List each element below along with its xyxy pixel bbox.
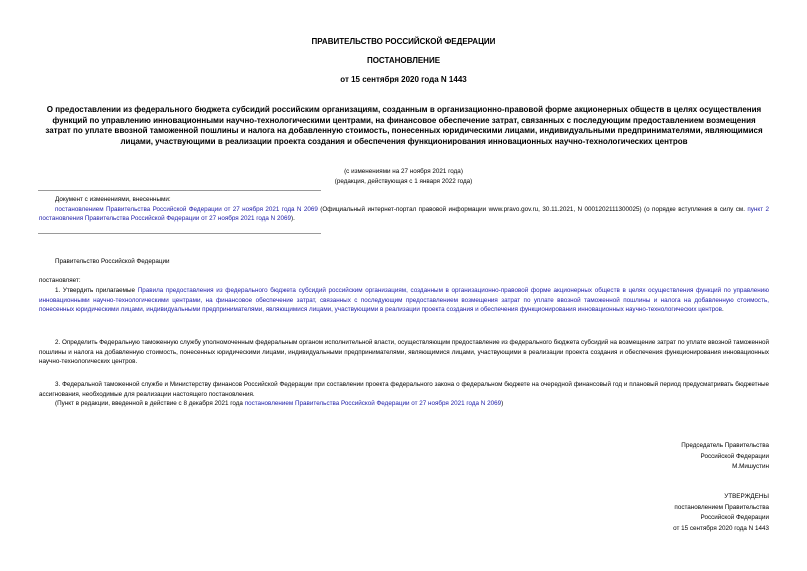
divider-bottom [38,233,321,234]
rules-link[interactable]: Правила предоставления из федерального бюджета субсидий российским организациям, созданным в организационно-правовой форме акционерных обществ в целях осуществления функций по управлению инновационными научно-технологическими центрами, на финансовое обеспечение затрат, связанных с последующим предоставлением возмещения затрат по уплате ввозной таможенной пошлины и налога на добавленную стоимость, понесенных юридическими лицами, индивидуальными предпринимателями, являющимися лицами, участвующими в реализации проекта создания и обеспечения функционирования инновационных научно-технологических центров [39,287,769,314]
item-3-note-prefix: (Пункт в редакции, введенной в действие с 8 декабря 2021 года [55,400,245,408]
amendments-text-1: (Официальный интернет-портал правовой информации www.pravo.gov.ru, 30.11.2021, N 0001202111300025) (о порядке вступления в силу см. [317,205,748,213]
approval-line-2: постановлением Правительства [674,503,769,511]
amendments-text [39,205,769,224]
edition-current: (редакция, действующая с 1 января 2022 года) [334,178,473,185]
document-date-number: от 15 сентября 2020 года N 1443 [340,75,467,84]
amendment-clause-link[interactable]: пункт 2 постановления Правительства Российской Федерации от 27 ноября 2021 года N 2069 [39,205,770,223]
item-3 [39,380,769,409]
divider-top [38,190,321,191]
amendments-intro: Документ с изменениями, внесенными: [55,196,171,203]
approval-block [569,492,769,534]
item-2-text: 2. Определить Федеральную таможенную службу уполномоченным федеральным органом исполнительной власти, осуществляющим предоставление из федерального бюджета субсидий на возмещение затрат по уплате ввозной таможенной пошлины и налога на добавленную стоимость, понесенных юридическими лицами, индивидуальными предпринимателями, являющимися лицами, участвующими в реализации проекта создания и обеспечения функционирования инновационных научно-технологических центров. [39,339,769,366]
approval-line-4: от 15 сентября 2020 года N 1443 [673,524,769,532]
preamble-issuer: Правительство Российской Федерации [55,258,170,265]
approval-line-1: УТВЕРЖДЕНЫ [724,493,769,500]
item-2 [39,338,769,367]
item-3-note-suffix: ) [501,400,504,408]
signature-title-2: Российской Федерации [700,452,769,460]
approval-line-3: Российской Федерации [700,514,769,521]
amendments-block [39,195,769,224]
item-3-text: 3. Федеральной таможенной службе и Министерству финансов Российской Федерации при составлении проекта федерального закона о федеральном бюджете на очередной финансовый год и плановый период предусматривать бюджетные ассигнования, необходимые для реализации настоящего постановления. [39,381,769,398]
signature-name: М.Мишустин [732,463,769,470]
preamble-decrees: постановляет: [39,277,81,284]
preamble-decrees-block [39,276,769,286]
preamble-issuer-block [39,257,769,267]
amendment-decree-link[interactable]: постановлением Правительства Российской Федерации от 27 ноября 2021 года N 2069 [55,205,318,213]
signature-title-1: Председатель Правительства [681,442,769,449]
edition-changes: (с изменениями на 27 ноября 2021 года) [344,168,463,175]
item-1 [39,286,769,315]
item-1-prefix: 1. Утвердить прилагаемые [55,287,138,294]
item-3-decree-link[interactable]: постановлением Правительства Российской Федерации от 27 ноября 2021 года N 2069 [244,400,502,408]
amendments-text-2: ). [290,215,295,223]
document-subject: О предоставлении из федерального бюджета субсидий российским организациям, созданным в организационно-правовой форме акционерных обществ в целях осуществления функций по управлению инновационными научно-технологическими центрами, на финансовое обеспечение затрат, связанных с последующим предоставлением возмещения затрат по уплате ввозной таможенной пошлины и налога на добавленную стоимость, понесенных юридическими лицами, индивидуальными предпринимателями, являющимися лицами, участвующими в реализации проекта создания и обеспечения функционирования инновационных научно-технологических центров [45,105,763,146]
signature-block [569,441,769,473]
government-title: ПРАВИТЕЛЬСТВО РОССИЙСКОЙ ФЕДЕРАЦИИ [311,37,496,46]
item-1-suffix: . [722,306,724,314]
document-type: ПОСТАНОВЛЕНИЕ [366,56,441,65]
